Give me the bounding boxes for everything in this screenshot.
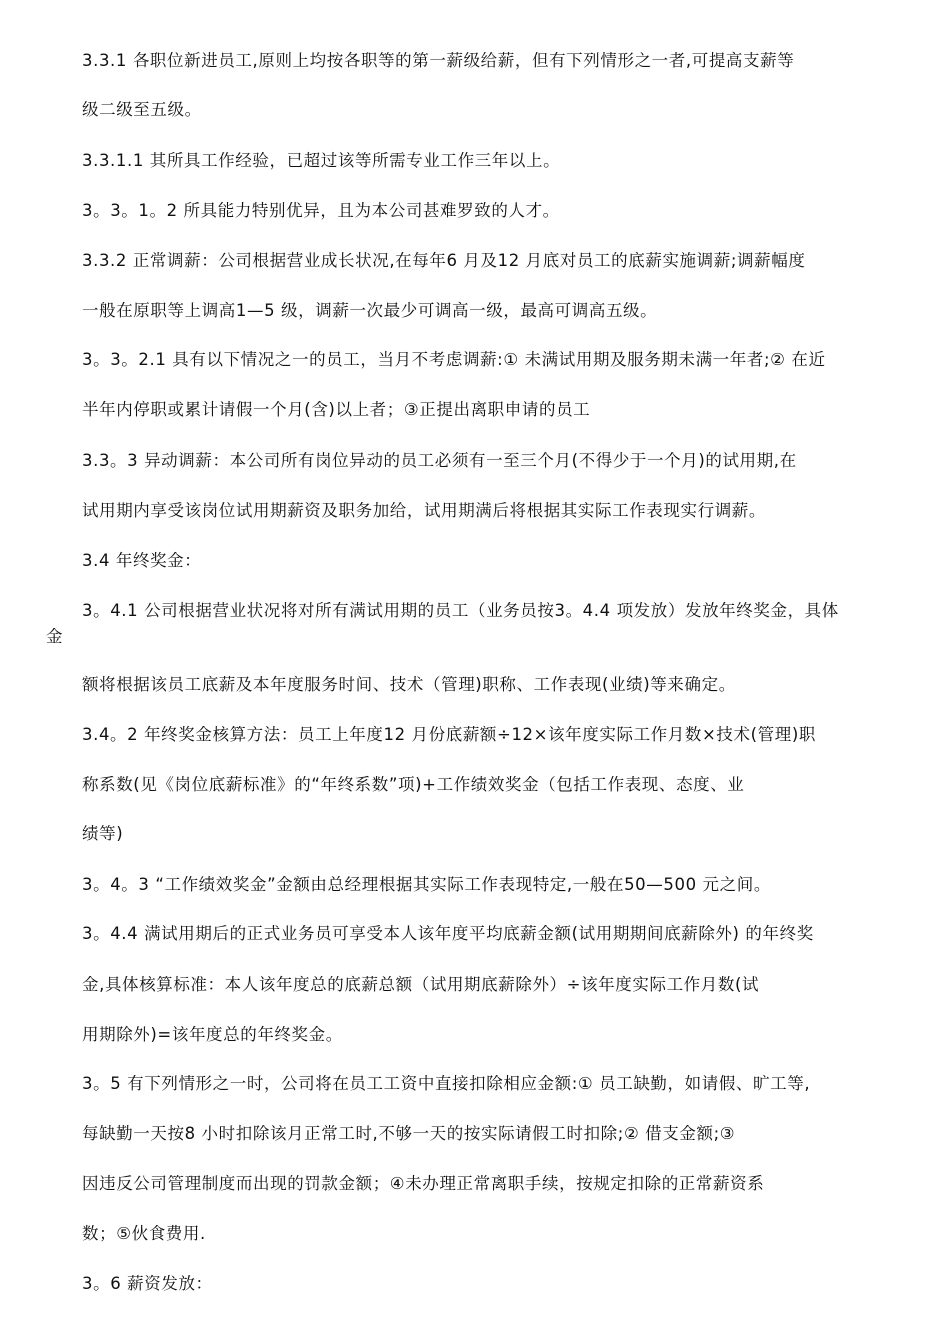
text-line: 3。5 有下列情形之一时，公司将在员工工资中直接扣除相应金额:① 员工缺勤，如请假、旷工等,	[82, 1074, 811, 1093]
text-line: 半年内停职或累计请假一个月(含)以上者；③正提出离职申请的员工	[82, 400, 591, 419]
text-line: 3.4。2 年终奖金核算方法：员工上年度12 月份底薪额÷12×该年度实际工作月数×技术(管理)职	[82, 725, 816, 744]
text-line: 3。3。2.1 具有以下情况之一的员工，当月不考虑调薪:① 未满试用期及服务期未满一年者;② 在近	[82, 350, 826, 369]
text-line: 3。4.4 满试用期后的正式业务员可享受本人该年度平均底薪金额(试用期期间底薪除外) 的年终奖	[82, 924, 814, 943]
text-line: 因违反公司管理制度而出现的罚款金额；④未办理正常离职手续，按规定扣除的正常薪资系	[82, 1174, 765, 1193]
text-line: 每缺勤一天按8 小时扣除该月正常工时,不够一天的按实际请假工时扣除;② 借支金额;③	[82, 1124, 736, 1143]
text-line: 3。4。3 “工作绩效奖金”金额由总经理根据其实际工作表现特定,一般在50—500 元之间。	[82, 875, 771, 894]
text-line: 3.3.1 各职位新进员工,原则上均按各职等的第一薪级给薪，但有下列情形之一者,可提高支薪等	[82, 51, 795, 70]
text-line: 绩等)	[82, 824, 124, 843]
text-line: 用期除外)=该年度总的年终奖金。	[82, 1025, 343, 1044]
text-line: 3。3。1。2 所具能力特别优异，且为本公司甚难罗致的人才。	[82, 201, 560, 220]
text-line: 3。4.1 公司根据营业状况将对所有满试用期的员工（业务员按3。4.4 项发放）发放年终奖金，具体	[82, 601, 839, 620]
text-line: 额将根据该员工底薪及本年度服务时间、技术（管理)职称、工作表现(业绩)等来确定。	[82, 675, 736, 694]
text-line: 3.3。3 异动调薪：本公司所有岗位异动的员工必须有一至三个月(不得少于一个月)的试用期,在	[82, 451, 797, 470]
text-line: 一般在原职等上调高1—5 级，调薪一次最少可调高一级，最高可调高五级。	[82, 301, 658, 320]
text-line: 称系数(见《岗位底薪标准》的“年终系数”项)+工作绩效奖金（包括工作表现、态度、业	[82, 775, 745, 794]
text-line: 金,具体核算标准：本人该年度总的底薪总额（试用期底薪除外）÷该年度实际工作月数(试	[82, 975, 760, 994]
text-line: 3.3.2 正常调薪：公司根据营业成长状况,在每年6 月及12 月底对员工的底薪实施调薪;调薪幅度	[82, 251, 806, 270]
text-line: 试用期内享受该岗位试用期薪资及职务加给，试用期满后将根据其实际工作表现实行调薪。	[82, 501, 766, 520]
section-heading: 3。6 薪资发放：	[82, 1274, 213, 1293]
text-line: 级二级至五级。	[82, 100, 202, 119]
text-line: 数；⑤伙食费用.	[82, 1224, 206, 1243]
stray-character: 金	[46, 627, 63, 646]
text-line: 3.3.1.1 其所具工作经验，已超过该等所需专业工作三年以上。	[82, 151, 561, 170]
section-heading: 3.4 年终奖金：	[82, 551, 202, 570]
